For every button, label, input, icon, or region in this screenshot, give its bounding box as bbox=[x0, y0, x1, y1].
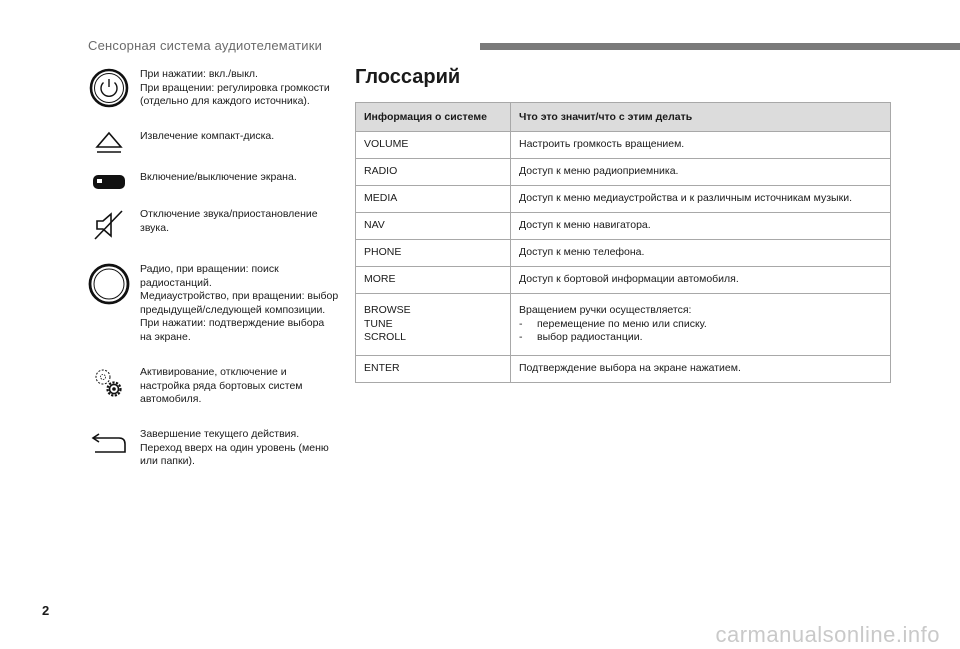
back-arrow-icon bbox=[84, 428, 134, 478]
table-row bbox=[356, 213, 891, 240]
power-icon bbox=[84, 68, 134, 118]
glossary-term-group bbox=[356, 294, 511, 356]
feature-settings-description: Активирование, отключение и настройка ряда бортовых систем автомобиля. bbox=[140, 366, 303, 406]
glossary-term: RADIO bbox=[356, 159, 511, 186]
table-row bbox=[356, 186, 891, 213]
mute-icon bbox=[84, 208, 134, 258]
feature-eject-description: Извлечение компакт-диска. bbox=[140, 130, 275, 142]
glossary-table bbox=[355, 102, 891, 383]
glossary-meaning: Вращением ручки осуществляется: bbox=[519, 304, 692, 316]
glossary-bullet: - выбор радиостанции. bbox=[519, 331, 882, 345]
glossary-meaning: Доступ к меню навигатора. bbox=[511, 213, 891, 240]
table-row bbox=[356, 294, 891, 356]
glossary-meaning: Доступ к бортовой информации автомобиля. bbox=[511, 267, 891, 294]
glossary-term: NAV bbox=[356, 213, 511, 240]
feature-mute-description: Отключение звука/приостановление звука. bbox=[140, 208, 318, 234]
table-row bbox=[356, 240, 891, 267]
glossary-term: SCROLL bbox=[364, 331, 407, 344]
glossary-term: VOLUME bbox=[356, 132, 511, 159]
glossary-meaning: Доступ к меню радиоприемника. bbox=[511, 159, 891, 186]
glossary-term: ENTER bbox=[356, 355, 511, 382]
glossary-meaning-group bbox=[511, 294, 891, 356]
glossary-meaning: Подтверждение выбора на экране нажатием. bbox=[511, 355, 891, 382]
page-header-title: Сенсорная система аудиотелематики bbox=[88, 38, 323, 53]
glossary-header-term: Информация о системе bbox=[356, 103, 511, 132]
header-bar bbox=[480, 43, 960, 50]
settings-gears-icon bbox=[84, 366, 134, 416]
watermark: carmanualsonline.info bbox=[715, 622, 940, 647]
glossary-term: PHONE bbox=[356, 240, 511, 267]
feature-rotary-description: Радио, при вращении: поиск радиостанций. Медиаустройство, при вращении: выбор предыдущей/следующей композиции. При нажатии: подтверждение выбора на экране. bbox=[140, 263, 339, 343]
table-row bbox=[356, 159, 891, 186]
table-row bbox=[356, 355, 891, 382]
glossary-term: TUNE bbox=[364, 317, 393, 330]
feature-screen-description: Включение/выключение экрана. bbox=[140, 171, 297, 183]
glossary-meaning: Настроить громкость вращением. bbox=[511, 132, 891, 159]
glossary-header-row bbox=[356, 103, 891, 132]
table-row bbox=[356, 267, 891, 294]
page-number: 2 bbox=[42, 603, 50, 618]
glossary-term: BROWSE bbox=[364, 304, 411, 316]
glossary-term: MORE bbox=[356, 267, 511, 294]
rotary-knob-icon bbox=[84, 263, 134, 313]
glossary-title: Глоссарий bbox=[355, 66, 461, 88]
table-row bbox=[356, 132, 891, 159]
glossary-header-meaning: Что это значит/что с этим делать bbox=[511, 103, 891, 132]
glossary-meaning: Доступ к меню медиаустройства и к различным источникам музыки. bbox=[511, 186, 891, 213]
glossary-meaning: Доступ к меню телефона. bbox=[511, 240, 891, 267]
glossary-bullet: - перемещение по меню или списку. bbox=[519, 318, 882, 332]
feature-power-description: При нажатии: вкл./выкл. При вращении: регулировка громкости (отдельно для каждого источника). bbox=[140, 68, 330, 108]
glossary-term: MEDIA bbox=[356, 186, 511, 213]
feature-back-description: Завершение текущего действия. Переход вверх на один уровень (меню или папки). bbox=[140, 428, 329, 468]
